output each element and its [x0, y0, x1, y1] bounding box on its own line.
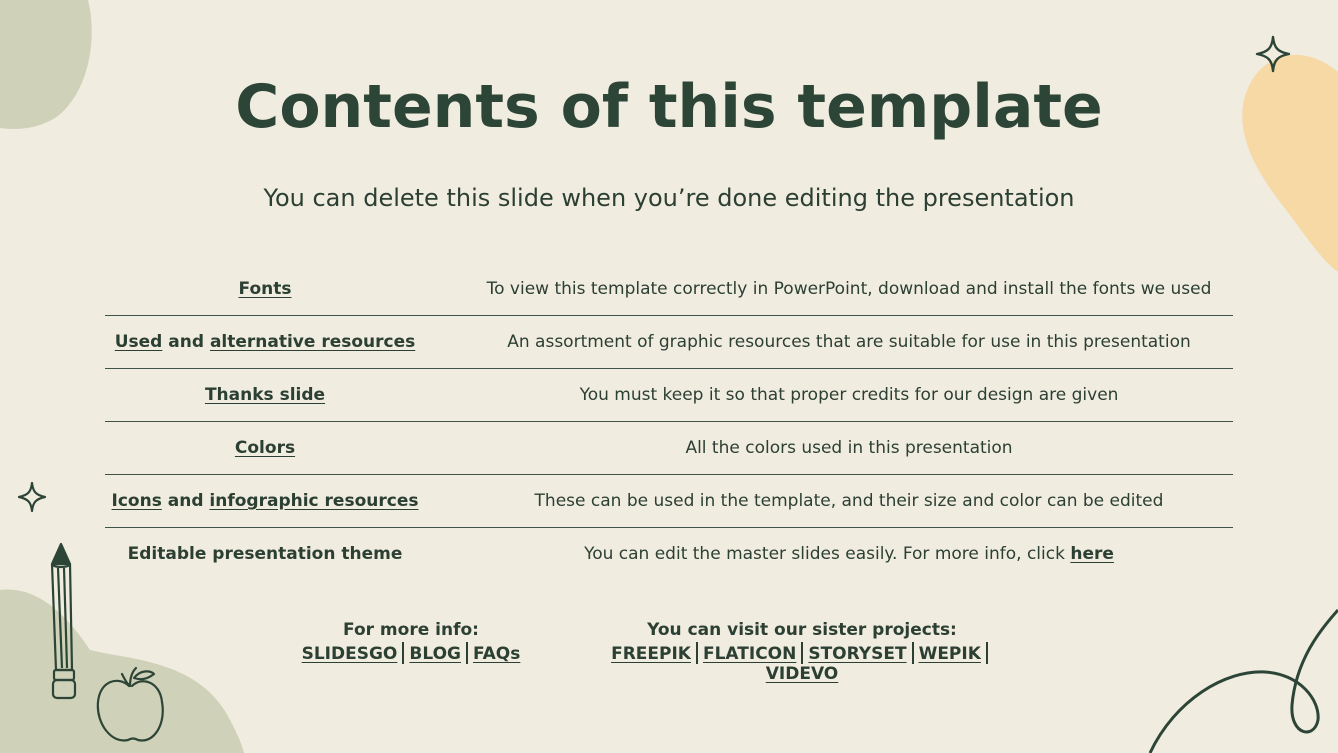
table-row — [105, 422, 1233, 475]
squiggle-line — [1150, 610, 1338, 753]
used-resources-link[interactable]: Used — [114, 332, 163, 352]
more-info-block — [300, 620, 522, 664]
sparkle-icon — [1254, 35, 1292, 73]
page-subtitle: You can delete this slide when you’re done editing the presentation — [263, 184, 1075, 212]
row-description: You must keep it so that proper credits for our design are given — [579, 385, 1119, 405]
row-description: To view this template correctly in PowerPoint, download and install the fonts we used — [486, 279, 1212, 299]
link-separator — [466, 642, 468, 664]
apple-icon — [94, 664, 168, 748]
wepik-link[interactable]: WEPIK — [918, 644, 981, 664]
contents-table — [105, 263, 1233, 580]
row-description: An assortment of graphic resources that are suitable for use in this presentation — [507, 332, 1191, 352]
row-description: You can edit the master slides easily. For more info, click — [584, 544, 1071, 564]
pencil-icon — [38, 540, 84, 705]
flaticon-link[interactable]: FLATICON — [702, 644, 797, 664]
colors-link[interactable]: Colors — [234, 438, 296, 458]
infographic-resources-link[interactable]: infographic resources — [209, 491, 419, 511]
icons-link[interactable]: Icons — [111, 491, 162, 511]
freepik-link[interactable]: FREEPIK — [611, 644, 691, 664]
link-separator — [801, 642, 803, 664]
connector-text: and — [162, 332, 210, 352]
editable-theme-label: Editable presentation theme — [127, 544, 403, 564]
sister-projects-label: You can visit our sister projects: — [647, 620, 957, 640]
table-row — [105, 263, 1233, 316]
row-description: These can be used in the template, and their size and color can be edited — [534, 491, 1164, 511]
thanks-slide-link[interactable]: Thanks slide — [204, 385, 326, 405]
row-description: All the colors used in this presentation — [685, 438, 1013, 458]
sister-projects-block — [575, 620, 1029, 684]
slidesgo-link[interactable]: SLIDESGO — [301, 644, 398, 664]
page-title: Contents of this template — [235, 72, 1103, 142]
sparkle-icon — [16, 481, 48, 513]
link-separator — [696, 642, 698, 664]
link-separator — [986, 642, 988, 664]
table-row — [105, 475, 1233, 528]
videvo-link[interactable]: VIDEVO — [765, 664, 839, 684]
storyset-link[interactable]: STORYSET — [808, 644, 907, 664]
faqs-link[interactable]: FAQs — [472, 644, 521, 664]
alternative-resources-link[interactable]: alternative resources — [209, 332, 416, 352]
here-link[interactable]: here — [1070, 544, 1114, 564]
connector-text: and — [161, 491, 210, 511]
table-row — [105, 528, 1233, 580]
link-separator — [912, 642, 914, 664]
fonts-link[interactable]: Fonts — [238, 279, 292, 299]
table-row — [105, 316, 1233, 369]
blog-link[interactable]: BLOG — [409, 644, 461, 664]
more-info-label: For more info: — [343, 620, 479, 640]
table-row — [105, 369, 1233, 422]
link-separator — [402, 642, 404, 664]
